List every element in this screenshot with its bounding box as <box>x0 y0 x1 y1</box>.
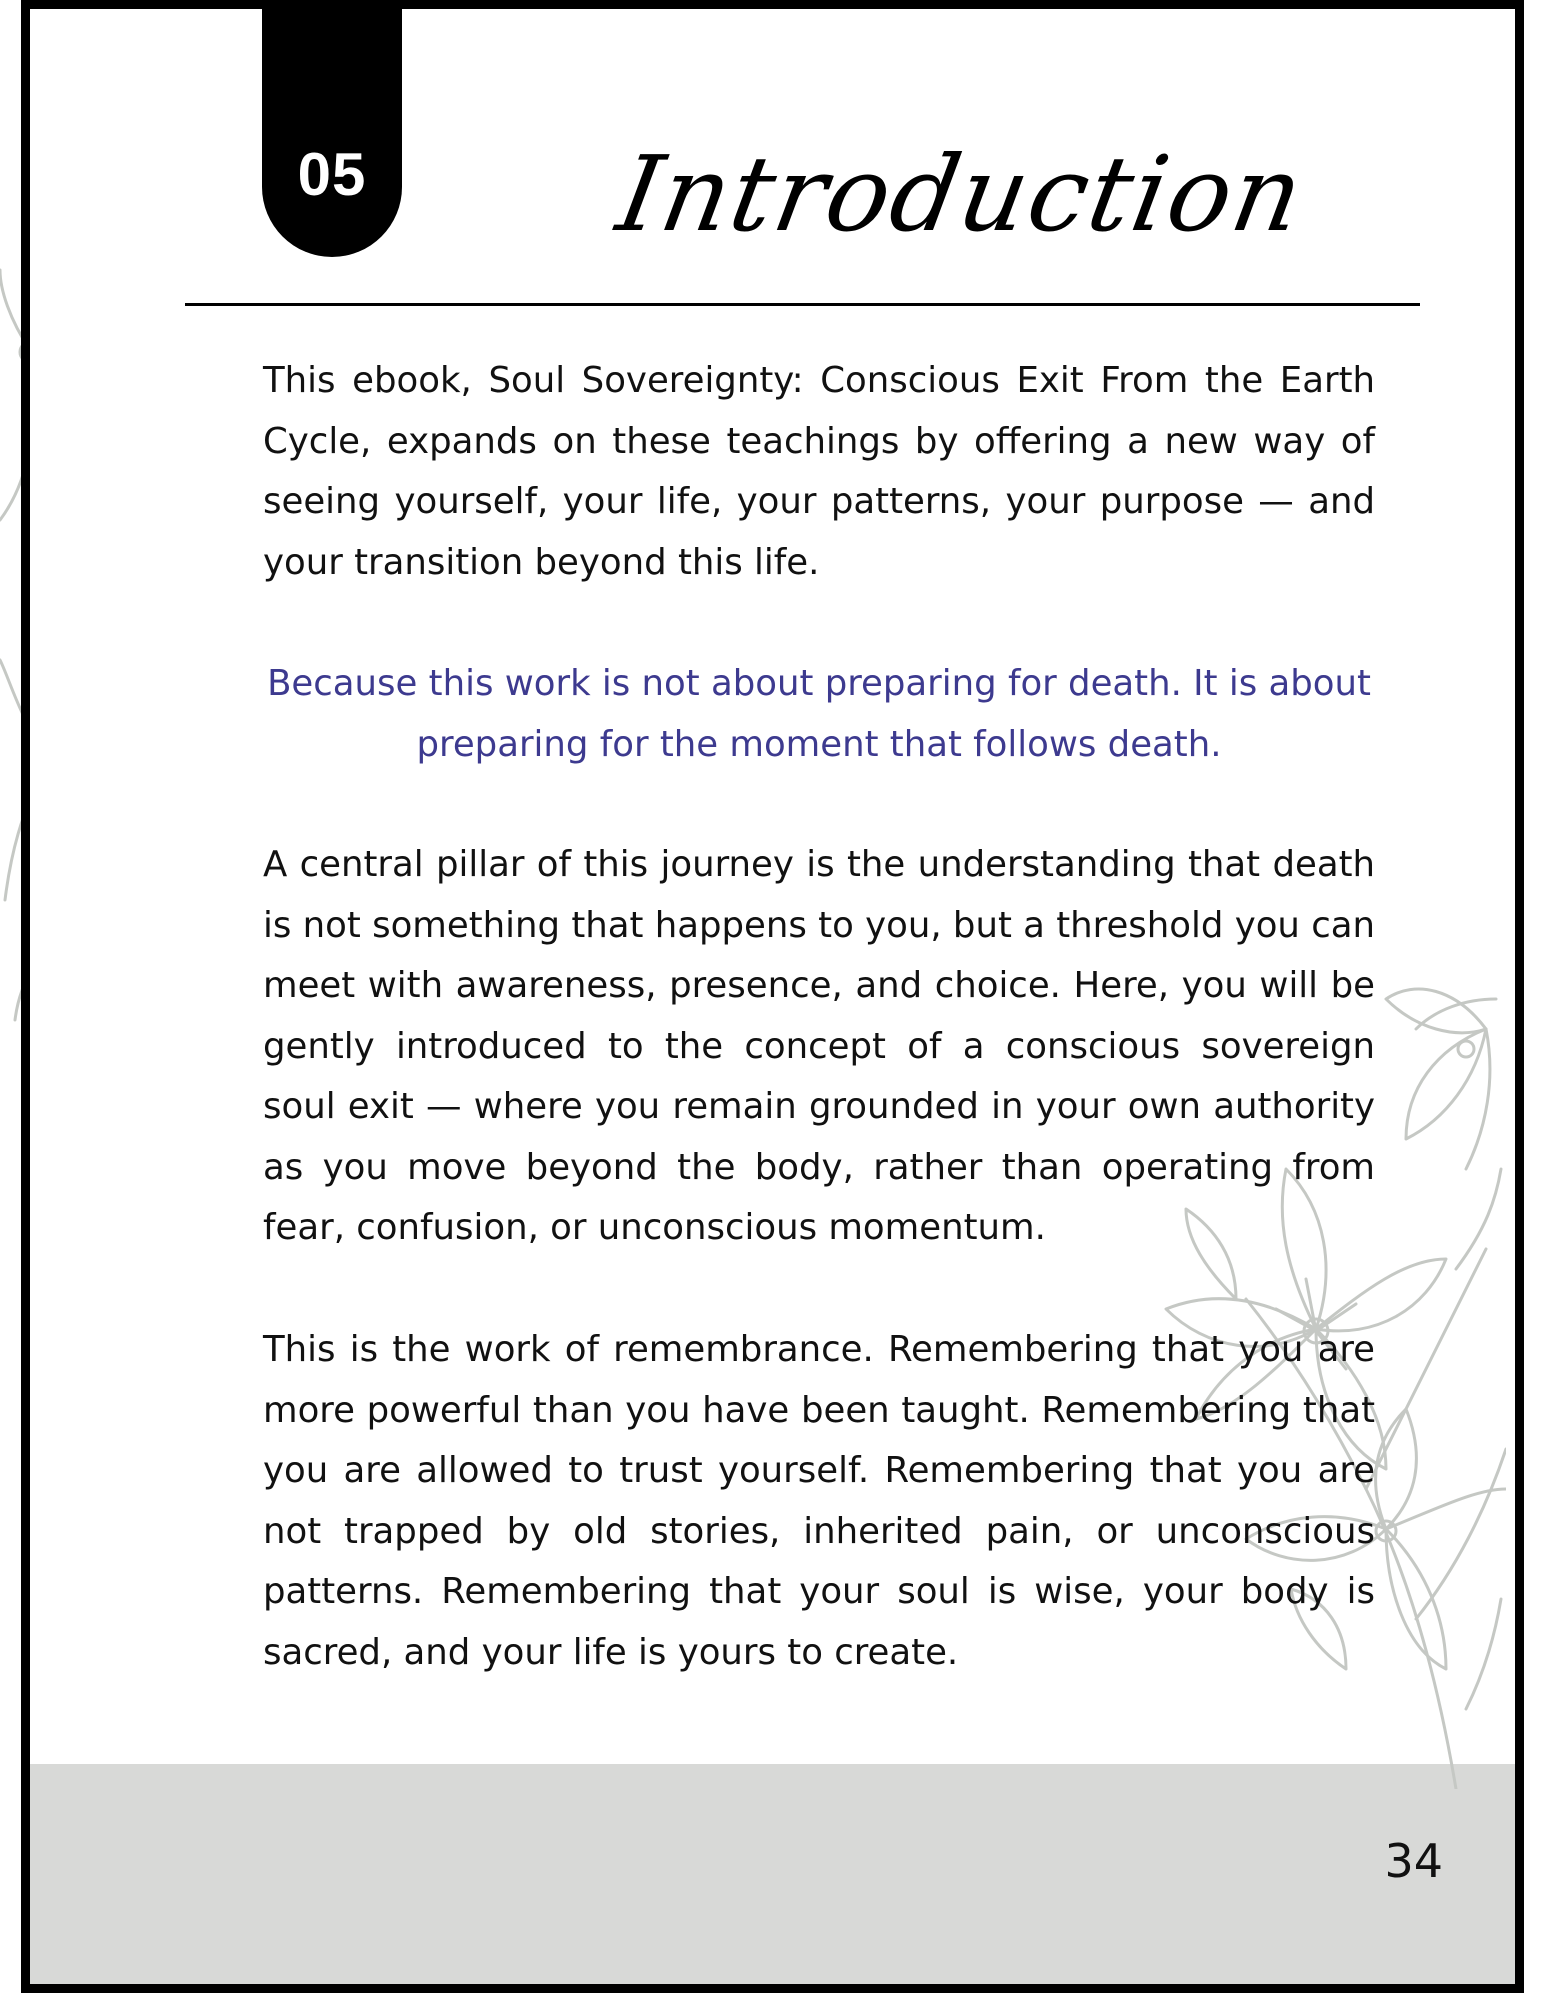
chapter-number-badge: 05 <box>262 9 402 257</box>
footer-band <box>30 1764 1515 1984</box>
page-title: Introduction <box>609 133 1314 255</box>
page-number: 34 <box>1384 1834 1443 1888</box>
title-divider <box>185 303 1420 306</box>
body-paragraph-1: This ebook, Soul Sovereignty: Conscious Exit From the Earth Cycle, expands on these teachings by offering a new way of seeing yourself, your life, your patterns, your purpose — and your transition beyond this life. <box>263 360 1375 583</box>
highlight-quote: Because this work is not about preparing for death. It is about preparing for the moment that follows death. <box>267 663 1371 765</box>
body-paragraph-2: A central pillar of this journey is the understanding that death is not something that happens to you, but a threshold you can meet with awareness, presence, and choice. Here, you will be gently introduced to the concept of a conscious sovereign soul exit — where you remain grounded in your own authority as you move beyond the body, rather than operating from fear, confusion, or unconscious momentum. <box>263 844 1375 1248</box>
page-frame <box>21 0 1524 1993</box>
body-paragraph-3: This is the work of remembrance. Remembering that you are more powerful than you have been taught. Remembering that you are allowed to trust yourself. Remembering that you are not trapped by old stories, inherited pain, or unconscious patterns. Remembering that your soul is wise, your body is sacred, and your life is yours to create. <box>263 1329 1375 1673</box>
